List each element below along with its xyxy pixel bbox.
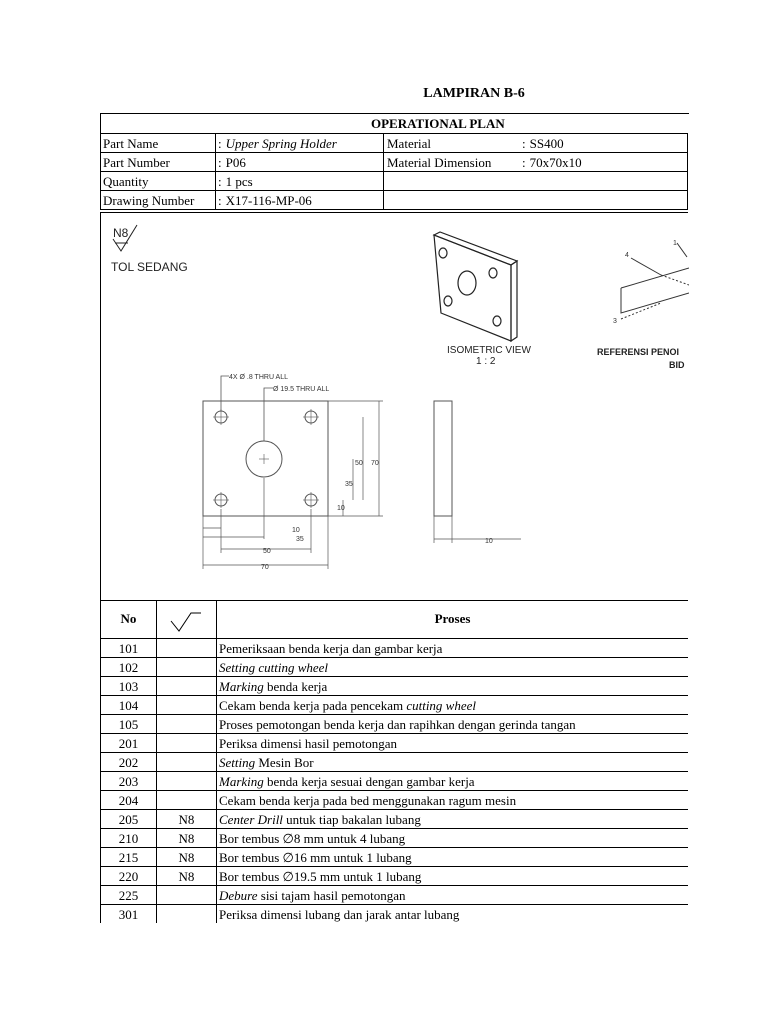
process-text: Bor tembus ∅16 mm untuk 1 lubang [219,850,412,865]
process-number: 225 [100,885,156,904]
col-header-no: No [100,601,156,639]
dim-50-bottom: 50 [263,548,271,555]
process-description [216,828,688,847]
process-description [216,790,688,809]
table-row [100,638,688,657]
roughness-cell [156,714,216,733]
header-label: Quantity [100,171,215,190]
process-text: Bor tembus ∅19.5 mm untuk 1 lubang [219,869,422,884]
process-number: 104 [100,695,156,714]
process-text: untuk tiap bakalan lubang [282,812,421,827]
callout-holes: 4X Ø .8 THRU ALL [229,374,289,381]
process-number: 220 [100,866,156,885]
process-description [216,866,688,885]
table-row [100,657,688,676]
table-row [100,714,688,733]
roughness-cell: N8 [156,847,216,866]
process-description [216,733,688,752]
process-number: 210 [100,828,156,847]
dim-50-right: 50 [355,460,363,467]
roughness-cell [156,771,216,790]
process-text: Setting [219,755,256,770]
isometric-view-label: ISOMETRIC VIEW [447,345,531,356]
process-text: Cekam benda kerja pada bed menggunakan ragum mesin [219,793,517,808]
process-description [216,885,688,904]
roughness-cell [156,752,216,771]
roughness-cell [156,733,216,752]
header-value-text: X17-116-MP-06 [225,193,312,208]
header-separator: : [218,155,222,170]
process-number: 202 [100,752,156,771]
header-right-label: Material Dimension [387,155,492,170]
process-text: benda kerja [263,679,328,694]
reference-label: REFERENSI PENOI [597,347,680,357]
process-number: 204 [100,790,156,809]
col-header-process: Proses [216,601,688,639]
ref-number-4: 4 [625,252,629,259]
process-text: Debure [219,888,258,903]
process-number: 201 [100,733,156,752]
process-text: benda kerja sesuai dengan gambar kerja [263,774,475,789]
header-row [100,152,688,171]
process-description [216,676,688,695]
process-text: Cekam benda kerja pada pencekam [219,698,407,713]
side-view-plate [434,401,521,543]
header-label: Part Name [100,133,215,152]
roughness-cell: N8 [156,809,216,828]
process-text: Pemeriksaan benda kerja dan gambar kerja [219,641,443,656]
bottom-dimension-lines [203,478,328,569]
process-text: Periksa dimensi hasil pemotongan [219,736,398,751]
process-number: 301 [100,904,156,923]
document-title: LAMPIRAN B-6 [423,86,525,101]
process-table-header [100,600,688,638]
dim-70-bottom: 70 [261,564,269,571]
roughness-cell [156,904,216,923]
roughness-symbol-icon [113,225,137,251]
header-right-cell [383,152,688,171]
ref-number-1: 1 [673,240,677,247]
callout-center-hole: Ø 19.5 THRU ALL [273,386,330,393]
roughness-label: N8 [113,226,129,240]
process-description [216,638,688,657]
header-row [100,171,688,190]
process-text: Mesin Bor [255,755,314,770]
header-right-cell [383,133,688,152]
ref-number-3: 3 [613,318,617,325]
plan-title: OPERATIONAL PLAN [371,116,505,131]
process-text: Center Drill [219,812,283,827]
process-number: 203 [100,771,156,790]
header-separator: : [218,193,222,208]
table-row [100,828,688,847]
process-text: Marking [219,679,264,694]
tolerance-label: TOL SEDANG [111,260,188,274]
header-value [215,133,383,152]
header-value-text: P06 [225,155,246,170]
roughness-cell [156,695,216,714]
table-row [100,904,688,923]
table-row [100,733,688,752]
header-right-cell [383,190,688,210]
roughness-cell [156,657,216,676]
process-number: 102 [100,657,156,676]
roughness-cell [156,790,216,809]
header-right-label: Material [387,136,432,151]
technical-drawing [100,212,688,600]
drawing-canvas [101,213,689,601]
process-description [216,809,688,828]
dim-35-right: 35 [345,481,353,488]
header-right-separator: : [522,155,526,170]
dim-10-right: 10 [337,505,345,512]
header-right-value: 70x70x10 [529,155,582,170]
process-description [216,771,688,790]
process-text: Setting cutting wheel [219,660,329,675]
reference-label-2: BID [669,360,685,370]
table-row [100,676,688,695]
process-number: 215 [100,847,156,866]
table-row [100,885,688,904]
col-header-roughness [156,601,216,639]
header-right-separator: : [522,136,526,151]
process-number: 205 [100,809,156,828]
process-number: 103 [100,676,156,695]
front-view-plate [203,401,328,516]
roughness-cell [156,885,216,904]
header-value [215,171,383,190]
process-description [216,695,688,714]
dim-70-right: 70 [371,460,379,467]
header-separator: : [218,136,222,151]
process-text: Marking [219,774,264,789]
header-separator: : [218,174,222,189]
process-text: cutting wheel [406,698,477,713]
process-description [216,752,688,771]
roughness-cell: N8 [156,866,216,885]
process-description [216,714,688,733]
header-label: Drawing Number [100,190,215,210]
header-right-value: SS400 [529,136,564,151]
dim-10-side: 10 [485,538,493,545]
dim-10-bottom: 10 [292,527,300,534]
reference-sketch-icon [621,243,689,319]
roughness-cell [156,638,216,657]
process-text: Proses pemotongan benda kerja dan rapihkan dengan gerinda tangan [219,717,576,732]
header-value-text: Upper Spring Holder [225,136,337,151]
header-value [215,190,383,210]
table-row [100,790,688,809]
table-row [100,695,688,714]
roughness-cell [156,676,216,695]
process-text: Periksa dimensi lubang dan jarak antar lubang [219,907,460,922]
roughness-check-icon [157,601,217,639]
process-number: 101 [100,638,156,657]
header-label: Part Number [100,152,215,171]
table-row [100,771,688,790]
isometric-scale-label: 1 : 2 [476,356,496,367]
process-text: Bor tembus ∅8 mm untuk 4 lubang [219,831,406,846]
leader-lines [221,376,273,441]
table-row [100,809,688,828]
process-number: 105 [100,714,156,733]
process-description [216,847,688,866]
table-row [100,847,688,866]
isometric-view-icon [434,232,517,341]
process-description [216,657,688,676]
dim-35-bottom: 35 [296,536,304,543]
header-value [215,152,383,171]
right-dimension-lines [328,401,383,516]
plan-title-row [100,113,689,134]
header-row [100,133,688,152]
process-text: sisi tajam hasil pemotongan [257,888,406,903]
header-value-text: 1 pcs [225,174,253,189]
table-row [100,752,688,771]
header-row [100,190,688,209]
header-right-cell [383,171,688,190]
process-description [216,904,688,923]
table-row [100,866,688,885]
roughness-cell: N8 [156,828,216,847]
